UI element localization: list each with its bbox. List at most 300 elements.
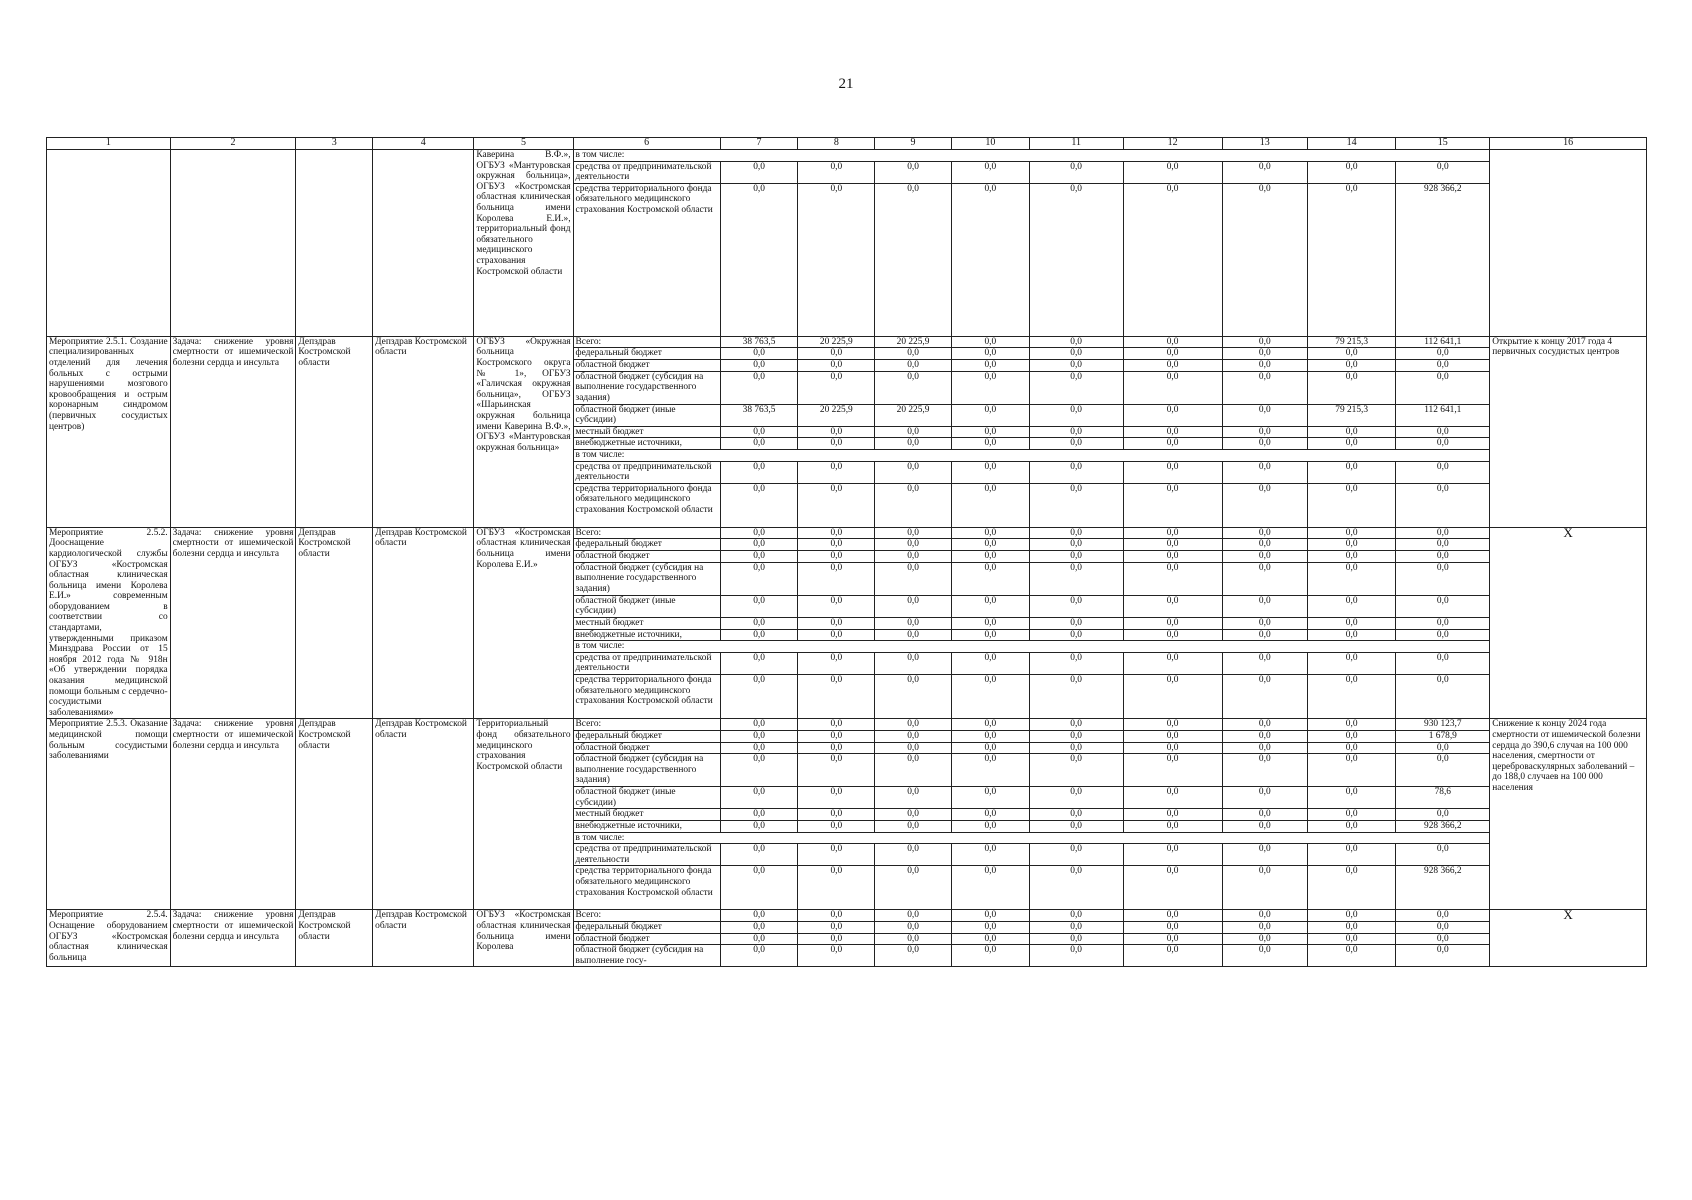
value-cell: 38 763,5	[720, 336, 798, 348]
value-cell: 0,0	[720, 910, 798, 922]
value-cell: 0,0	[1396, 629, 1490, 641]
source-label: в том числе:	[573, 641, 1490, 653]
value-cell: 0,0	[1307, 348, 1395, 360]
value-cell: 20 225,9	[875, 336, 952, 348]
measure-name: Мероприятие 2.5.2. Дооснащение кардиологической службы ОГБУЗ «Костромская областная клиническая больница имени Королева Е.И.» современным оборудованием в соответствии со стандартами, утвержденными приказом Минздрава России от 15 ноября 2012 года № 918н «Об утверждении порядка оказания медицинской помощи больным с сердечно-сосудистыми заболеваниями»	[47, 527, 171, 719]
value-cell: 0,0	[1123, 359, 1222, 371]
value-cell: 0,0	[875, 359, 952, 371]
value-cell: 0,0	[1307, 539, 1395, 551]
value-cell: 0,0	[1123, 945, 1222, 967]
measure-name: Мероприятие 2.5.3. Оказание медицинской помощи больным сосудистыми заболеваниями	[47, 719, 171, 910]
value-cell: 0,0	[875, 809, 952, 821]
responsible-cell: Депздрав Костромской области	[373, 527, 474, 719]
source-label: федеральный бюджет	[573, 348, 720, 360]
value-cell: 0,0	[1222, 404, 1307, 426]
coexecutor-cell: Депздрав Костромской области	[296, 336, 373, 527]
value-cell: 0,0	[798, 438, 875, 450]
task-cell: Задача: снижение уровня смертности от ишемической болезни сердца и инсульта	[170, 336, 296, 527]
value-cell: 0,0	[1396, 742, 1490, 754]
value-cell: 0,0	[1307, 371, 1395, 404]
value-cell: 0,0	[720, 539, 798, 551]
value-cell: 0,0	[1396, 921, 1490, 933]
value-cell: 0,0	[720, 438, 798, 450]
value-cell: 0,0	[1307, 809, 1395, 821]
value-cell: 0,0	[1396, 438, 1490, 450]
table-row	[47, 719, 1647, 731]
value-cell: 0,0	[1307, 731, 1395, 743]
value-cell: 0,0	[720, 866, 798, 910]
value-cell: 0,0	[1222, 562, 1307, 595]
value-cell: 0,0	[875, 550, 952, 562]
value-cell: 0,0	[1307, 945, 1395, 967]
source-label: в том числе:	[573, 449, 1490, 461]
header-row	[47, 138, 1647, 150]
value-cell: 0,0	[1029, 161, 1123, 183]
value-cell: 0,0	[875, 595, 952, 617]
value-cell: 0,0	[1123, 348, 1222, 360]
responsible-cell: Депздрав Костромской области	[373, 336, 474, 527]
value-cell: 0,0	[1396, 809, 1490, 821]
value-cell: 0,0	[798, 866, 875, 910]
value-cell: 0,0	[1123, 527, 1222, 539]
table-row	[47, 910, 1647, 922]
value-cell: 0,0	[798, 787, 875, 809]
value-cell: 0,0	[1307, 161, 1395, 183]
value-cell: 0,0	[1222, 359, 1307, 371]
source-label: областной бюджет	[573, 550, 720, 562]
column-header: 12	[1123, 138, 1222, 150]
value-cell: 0,0	[1307, 550, 1395, 562]
measure-name: Мероприятие 2.5.4. Оснащение оборудованием ОГБУЗ «Костромская областная клиническая больница	[47, 910, 171, 967]
source-label: федеральный бюджет	[573, 921, 720, 933]
value-cell: 0,0	[1222, 820, 1307, 832]
value-cell: 0,0	[798, 483, 875, 527]
value-cell: 0,0	[1396, 910, 1490, 922]
value-cell: 0,0	[720, 483, 798, 527]
value-cell: 0,0	[720, 461, 798, 483]
value-cell: 0,0	[1123, 844, 1222, 866]
value-cell: 0,0	[720, 371, 798, 404]
value-cell: 0,0	[720, 652, 798, 674]
value-cell: 928 366,2	[1396, 866, 1490, 910]
value-cell: 0,0	[951, 404, 1029, 426]
value-cell: 0,0	[720, 629, 798, 641]
value-cell: 0,0	[875, 844, 952, 866]
source-label: в том числе:	[573, 150, 1490, 162]
value-cell: 0,0	[1029, 809, 1123, 821]
value-cell: 79 215,3	[1307, 404, 1395, 426]
table-row	[47, 150, 1647, 162]
value-cell: 0,0	[1029, 336, 1123, 348]
value-cell: 0,0	[951, 675, 1029, 719]
value-cell: 0,0	[1307, 933, 1395, 945]
value-cell: 0,0	[1029, 483, 1123, 527]
value-cell: 0,0	[720, 675, 798, 719]
value-cell: 0,0	[1396, 539, 1490, 551]
value-cell: 0,0	[798, 562, 875, 595]
coexecutor-cell: Депздрав Костромской области	[296, 719, 373, 910]
executors-cell: ОГБУЗ «Костромская областная клиническая больница имени Королева	[474, 910, 573, 967]
responsible-cell	[373, 150, 474, 337]
value-cell: 0,0	[1222, 921, 1307, 933]
value-cell: 0,0	[720, 550, 798, 562]
value-cell: 0,0	[1222, 754, 1307, 787]
value-cell: 0,0	[1029, 921, 1123, 933]
value-cell: 0,0	[875, 426, 952, 438]
value-cell: 0,0	[951, 731, 1029, 743]
value-cell: 0,0	[1396, 933, 1490, 945]
value-cell: 0,0	[951, 359, 1029, 371]
value-cell: 0,0	[1222, 371, 1307, 404]
executors-cell: Территориальный фонд обязательного медицинского страхования Костромской области	[474, 719, 573, 910]
column-header: 15	[1396, 138, 1490, 150]
value-cell: 0,0	[1222, 550, 1307, 562]
value-cell: 0,0	[1222, 527, 1307, 539]
value-cell: 0,0	[875, 438, 952, 450]
value-cell: 0,0	[1222, 652, 1307, 674]
value-cell: 0,0	[1396, 617, 1490, 629]
source-label: Всего:	[573, 910, 720, 922]
value-cell: 928 366,2	[1396, 820, 1490, 832]
source-label: средства территориального фонда обязательного медицинского страхования Костромской области	[573, 183, 720, 336]
source-label: областной бюджет (иные субсидии)	[573, 787, 720, 809]
value-cell: 0,0	[875, 371, 952, 404]
executors-cell: Каверина В.Ф.», ОГБУЗ «Мантуровская окружная больница», ОГБУЗ «Костромская областная клиническая больница имени Королева Е.И.», территориальный фонд обязательного медицинского страхования Костромской области	[474, 150, 573, 337]
value-cell: 0,0	[1029, 562, 1123, 595]
value-cell: 0,0	[1307, 754, 1395, 787]
value-cell: 0,0	[1307, 438, 1395, 450]
source-label: в том числе:	[573, 832, 1490, 844]
value-cell: 0,0	[1123, 595, 1222, 617]
value-cell: 0,0	[1222, 336, 1307, 348]
value-cell: 0,0	[1222, 933, 1307, 945]
value-cell: 0,0	[1029, 348, 1123, 360]
value-cell: 0,0	[875, 348, 952, 360]
value-cell: 0,0	[875, 787, 952, 809]
value-cell: 0,0	[951, 866, 1029, 910]
column-header: 11	[1029, 138, 1123, 150]
source-label: внебюджетные источники,	[573, 820, 720, 832]
source-label: Всего:	[573, 336, 720, 348]
value-cell: 0,0	[1123, 461, 1222, 483]
source-label: областной бюджет (иные субсидии)	[573, 595, 720, 617]
table-row	[47, 527, 1647, 539]
value-cell: 0,0	[720, 527, 798, 539]
source-label: средства от предпринимательской деятельности	[573, 461, 720, 483]
coexecutor-cell	[296, 150, 373, 337]
value-cell: 0,0	[720, 742, 798, 754]
source-label: областной бюджет	[573, 742, 720, 754]
value-cell: 0,0	[951, 562, 1029, 595]
value-cell: 0,0	[1029, 787, 1123, 809]
value-cell: 0,0	[1123, 161, 1222, 183]
value-cell: 0,0	[1222, 348, 1307, 360]
value-cell: 0,0	[875, 161, 952, 183]
value-cell: 0,0	[720, 787, 798, 809]
value-cell: 0,0	[720, 359, 798, 371]
task-cell	[170, 150, 296, 337]
value-cell: 0,0	[951, 742, 1029, 754]
column-header: 13	[1222, 138, 1307, 150]
value-cell: 0,0	[1123, 675, 1222, 719]
measure-name	[47, 150, 171, 337]
value-cell: 0,0	[1123, 652, 1222, 674]
value-cell: 0,0	[720, 617, 798, 629]
result-cell: X	[1490, 527, 1647, 719]
value-cell: 0,0	[875, 562, 952, 595]
value-cell: 0,0	[875, 629, 952, 641]
value-cell: 0,0	[1123, 426, 1222, 438]
value-cell: 0,0	[951, 183, 1029, 336]
value-cell: 0,0	[1222, 675, 1307, 719]
source-label: областной бюджет (субсидия на выполнение государственного задания)	[573, 754, 720, 787]
value-cell: 0,0	[1123, 820, 1222, 832]
value-cell: 0,0	[951, 348, 1029, 360]
value-cell: 0,0	[1222, 161, 1307, 183]
column-header: 9	[875, 138, 952, 150]
value-cell: 0,0	[1029, 539, 1123, 551]
value-cell: 78,6	[1396, 787, 1490, 809]
value-cell: 0,0	[720, 921, 798, 933]
value-cell: 0,0	[1396, 348, 1490, 360]
value-cell: 0,0	[1029, 844, 1123, 866]
value-cell: 0,0	[1222, 629, 1307, 641]
value-cell: 0,0	[951, 921, 1029, 933]
value-cell: 0,0	[720, 820, 798, 832]
value-cell: 0,0	[1396, 595, 1490, 617]
column-header: 7	[720, 138, 798, 150]
value-cell: 0,0	[1123, 550, 1222, 562]
value-cell: 0,0	[1396, 371, 1490, 404]
value-cell: 0,0	[875, 754, 952, 787]
value-cell: 0,0	[1222, 731, 1307, 743]
value-cell: 0,0	[951, 787, 1029, 809]
column-header: 2	[170, 138, 296, 150]
value-cell: 0,0	[1029, 652, 1123, 674]
value-cell: 0,0	[720, 933, 798, 945]
column-header: 16	[1490, 138, 1647, 150]
value-cell: 0,0	[1123, 183, 1222, 336]
value-cell: 0,0	[1029, 527, 1123, 539]
source-label: областной бюджет	[573, 359, 720, 371]
value-cell: 0,0	[798, 595, 875, 617]
value-cell: 0,0	[1123, 787, 1222, 809]
value-cell: 0,0	[1307, 359, 1395, 371]
value-cell: 0,0	[1396, 461, 1490, 483]
value-cell: 0,0	[1222, 426, 1307, 438]
value-cell: 0,0	[1123, 404, 1222, 426]
value-cell: 0,0	[1029, 945, 1123, 967]
value-cell: 0,0	[951, 595, 1029, 617]
column-header: 4	[373, 138, 474, 150]
value-cell: 0,0	[1396, 527, 1490, 539]
source-label: местный бюджет	[573, 426, 720, 438]
value-cell: 0,0	[1123, 933, 1222, 945]
value-cell: 0,0	[951, 438, 1029, 450]
value-cell: 0,0	[1396, 675, 1490, 719]
value-cell: 0,0	[875, 483, 952, 527]
value-cell: 0,0	[798, 820, 875, 832]
value-cell: 38 763,5	[720, 404, 798, 426]
source-label: внебюджетные источники,	[573, 629, 720, 641]
value-cell: 0,0	[798, 910, 875, 922]
value-cell: 0,0	[1123, 562, 1222, 595]
value-cell: 0,0	[1396, 754, 1490, 787]
value-cell: 0,0	[1123, 809, 1222, 821]
value-cell: 0,0	[1029, 820, 1123, 832]
source-label: областной бюджет	[573, 933, 720, 945]
result-cell: Снижение к концу 2024 года смертности от ишемической болезни сердца до 390,6 случая на 100 000 населения, смертности от цереброваскулярных заболеваний – до 188,0 случаев на 100 000 населения	[1490, 719, 1647, 910]
value-cell: 0,0	[1307, 483, 1395, 527]
value-cell: 0,0	[951, 550, 1029, 562]
source-label: областной бюджет (субсидия на выполнение госу-	[573, 945, 720, 967]
value-cell: 0,0	[1396, 844, 1490, 866]
source-label: внебюджетные источники,	[573, 438, 720, 450]
value-cell: 0,0	[875, 742, 952, 754]
value-cell: 0,0	[1123, 754, 1222, 787]
value-cell: 0,0	[1222, 910, 1307, 922]
column-header: 8	[798, 138, 875, 150]
value-cell: 0,0	[720, 719, 798, 731]
value-cell: 0,0	[951, 617, 1029, 629]
value-cell: 0,0	[1307, 562, 1395, 595]
source-label: средства от предпринимательской деятельности	[573, 844, 720, 866]
value-cell: 0,0	[798, 539, 875, 551]
source-label: местный бюджет	[573, 617, 720, 629]
value-cell: 928 366,2	[1396, 183, 1490, 336]
value-cell: 0,0	[951, 910, 1029, 922]
value-cell: 0,0	[798, 617, 875, 629]
value-cell: 0,0	[951, 945, 1029, 967]
value-cell: 0,0	[1396, 483, 1490, 527]
value-cell: 0,0	[1029, 675, 1123, 719]
value-cell: 0,0	[1307, 844, 1395, 866]
value-cell: 0,0	[720, 945, 798, 967]
value-cell: 1 678,9	[1396, 731, 1490, 743]
value-cell: 79 215,3	[1307, 336, 1395, 348]
column-header: 10	[951, 138, 1029, 150]
responsible-cell: Депздрав Костромской области	[373, 910, 474, 967]
value-cell: 0,0	[875, 719, 952, 731]
value-cell: 0,0	[1307, 787, 1395, 809]
value-cell: 0,0	[798, 719, 875, 731]
value-cell: 0,0	[1222, 438, 1307, 450]
value-cell: 0,0	[798, 652, 875, 674]
source-label: федеральный бюджет	[573, 731, 720, 743]
source-label: Всего:	[573, 527, 720, 539]
value-cell: 0,0	[720, 426, 798, 438]
column-header: 1	[47, 138, 171, 150]
value-cell: 0,0	[1029, 719, 1123, 731]
value-cell: 0,0	[1307, 183, 1395, 336]
value-cell: 0,0	[798, 161, 875, 183]
value-cell: 0,0	[798, 933, 875, 945]
source-label: средства территориального фонда обязательного медицинского страхования Костромской области	[573, 866, 720, 910]
column-header: 3	[296, 138, 373, 150]
value-cell: 0,0	[1307, 866, 1395, 910]
value-cell: 0,0	[1123, 866, 1222, 910]
value-cell: 0,0	[951, 426, 1029, 438]
value-cell: 0,0	[720, 754, 798, 787]
value-cell: 0,0	[798, 550, 875, 562]
value-cell: 0,0	[798, 844, 875, 866]
value-cell: 0,0	[1222, 539, 1307, 551]
value-cell: 0,0	[1123, 336, 1222, 348]
value-cell: 0,0	[720, 562, 798, 595]
value-cell: 0,0	[875, 183, 952, 336]
task-cell: Задача: снижение уровня смертности от ишемической болезни сердца и инсульта	[170, 910, 296, 967]
column-header: 14	[1307, 138, 1395, 150]
value-cell: 0,0	[951, 161, 1029, 183]
value-cell: 20 225,9	[798, 336, 875, 348]
value-cell: 0,0	[1396, 562, 1490, 595]
value-cell: 0,0	[720, 183, 798, 336]
value-cell: 0,0	[798, 675, 875, 719]
source-label: местный бюджет	[573, 809, 720, 821]
table-row	[47, 336, 1647, 348]
value-cell: 0,0	[1307, 652, 1395, 674]
value-cell: 0,0	[1029, 426, 1123, 438]
source-label: средства территориального фонда обязательного медицинского страхования Костромской области	[573, 675, 720, 719]
result-cell: X	[1490, 910, 1647, 967]
value-cell: 0,0	[720, 348, 798, 360]
value-cell: 0,0	[1222, 844, 1307, 866]
value-cell: 0,0	[1307, 719, 1395, 731]
value-cell: 0,0	[1123, 539, 1222, 551]
value-cell: 0,0	[720, 731, 798, 743]
task-cell: Задача: снижение уровня смертности от ишемической болезни сердца и инсульта	[170, 527, 296, 719]
value-cell: 20 225,9	[875, 404, 952, 426]
value-cell: 0,0	[1123, 483, 1222, 527]
value-cell: 0,0	[1029, 617, 1123, 629]
program-table	[46, 137, 1647, 967]
value-cell: 0,0	[875, 866, 952, 910]
value-cell: 0,0	[1029, 183, 1123, 336]
value-cell: 0,0	[1222, 461, 1307, 483]
value-cell: 930 123,7	[1396, 719, 1490, 731]
value-cell: 0,0	[798, 426, 875, 438]
value-cell: 0,0	[1123, 742, 1222, 754]
value-cell: 0,0	[1307, 461, 1395, 483]
value-cell: 0,0	[798, 629, 875, 641]
value-cell: 0,0	[951, 461, 1029, 483]
value-cell: 20 225,9	[798, 404, 875, 426]
value-cell: 0,0	[798, 527, 875, 539]
value-cell: 0,0	[798, 809, 875, 821]
value-cell: 0,0	[798, 754, 875, 787]
value-cell: 0,0	[798, 183, 875, 336]
value-cell: 0,0	[798, 731, 875, 743]
value-cell: 0,0	[1029, 359, 1123, 371]
value-cell: 0,0	[875, 945, 952, 967]
value-cell: 0,0	[1029, 731, 1123, 743]
value-cell: 0,0	[951, 719, 1029, 731]
source-label: областной бюджет (иные субсидии)	[573, 404, 720, 426]
task-cell: Задача: снижение уровня смертности от ишемической болезни сердца и инсульта	[170, 719, 296, 910]
value-cell: 0,0	[1222, 617, 1307, 629]
source-label: Всего:	[573, 719, 720, 731]
result-cell	[1490, 150, 1647, 337]
value-cell: 0,0	[1396, 550, 1490, 562]
value-cell: 0,0	[1222, 183, 1307, 336]
value-cell: 0,0	[875, 617, 952, 629]
column-header: 6	[573, 138, 720, 150]
value-cell: 0,0	[951, 539, 1029, 551]
value-cell: 0,0	[1029, 866, 1123, 910]
value-cell: 0,0	[720, 809, 798, 821]
value-cell: 0,0	[1029, 629, 1123, 641]
value-cell: 0,0	[798, 348, 875, 360]
